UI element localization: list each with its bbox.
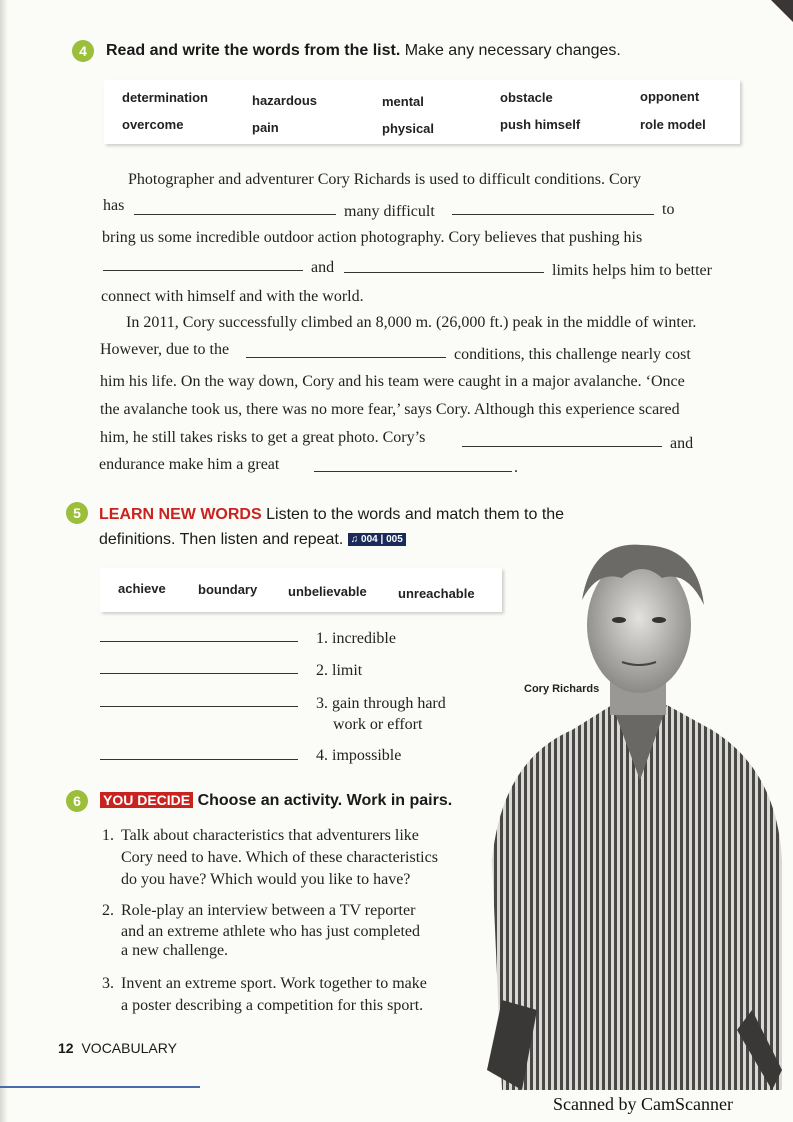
photo-caption: Cory Richards	[524, 683, 600, 695]
definition-item-cont: work or effort	[333, 716, 423, 733]
text-line: many difficult	[344, 203, 435, 220]
activity-line: a poster describing a competition for this sport.	[121, 997, 424, 1014]
exercise-6-heading	[100, 792, 452, 810]
answer-blank[interactable]	[103, 270, 303, 271]
definition-item: 4. impossible	[316, 747, 402, 764]
exercise-6-number: 6	[66, 790, 88, 812]
text-line: endurance make him a great	[99, 456, 280, 473]
answer-blank[interactable]	[246, 357, 446, 358]
audio-track-2: 005	[386, 534, 403, 546]
exercise-4-title: Read and write the words from the list.	[106, 42, 401, 59]
text-line: In 2011, Cory successfully climbed an 8,000 m. (26,000 ft.) peak in the middle of winter.	[126, 314, 697, 331]
word-item: unbelievable	[288, 584, 367, 599]
word-item: mental	[382, 94, 424, 109]
activity-line: a new challenge.	[121, 942, 229, 959]
word-item: determination	[122, 90, 208, 105]
activity-line: Talk about characteristics that adventurers like	[121, 827, 419, 844]
word-item: push himself	[500, 117, 581, 132]
definition-item: 2. limit	[316, 662, 363, 679]
page-edge	[0, 0, 8, 1122]
activity-line: and an extreme athlete who has just completed	[121, 923, 421, 940]
answer-blank[interactable]	[462, 446, 662, 447]
exercise-4-number: 4	[72, 40, 94, 62]
text-line: connect with himself and with the world.	[101, 288, 364, 305]
activity-line: Invent an extreme sport. Work together to make	[121, 975, 427, 992]
activity-number: 2.	[102, 902, 114, 919]
exercise-4-heading	[106, 42, 621, 60]
text-line: to	[662, 201, 675, 218]
activity-line: Cory need to have. Which of these characteristics	[121, 849, 438, 866]
exercise-6-title: Choose an activity. Work in pairs.	[197, 792, 453, 809]
word-item: pain	[252, 120, 279, 135]
answer-blank[interactable]	[134, 214, 336, 215]
text-line: conditions, this challenge nearly cost	[454, 346, 691, 363]
word-item: boundary	[198, 582, 258, 597]
page-number: 12	[58, 1040, 74, 1056]
word-item: role model	[640, 117, 706, 132]
word-item: opponent	[640, 89, 700, 104]
activity-number: 1.	[102, 827, 114, 844]
match-blank[interactable]	[100, 759, 298, 760]
definition-item: 1. incredible	[316, 630, 396, 647]
exercise-4-instruction: Make any necessary changes.	[404, 42, 621, 59]
text-line: .	[514, 459, 518, 476]
activity-number: 3.	[102, 975, 114, 992]
text-line: him, he still takes risks to get a great photo. Cory’s	[100, 429, 426, 446]
exercise-5-number: 5	[66, 502, 88, 524]
text-line: and	[670, 435, 694, 452]
page-corner	[771, 0, 793, 22]
text-line: has	[103, 197, 125, 214]
word-item: hazardous	[252, 93, 318, 108]
text-line: limits helps him to better	[552, 262, 712, 279]
audio-track-1: 004	[361, 534, 378, 546]
answer-blank[interactable]	[452, 214, 654, 215]
word-item: achieve	[118, 581, 166, 596]
word-item: unreachable	[398, 586, 475, 601]
text-line: Photographer and adventurer Cory Richards is used to difficult conditions. Cory	[128, 171, 641, 188]
word-item: overcome	[122, 117, 184, 132]
exercise-5-heading-line2	[99, 531, 406, 549]
exercise-5-instruction: Listen to the words and match them to the	[266, 506, 565, 523]
match-blank[interactable]	[100, 706, 298, 707]
text-line: the avalanche took us, there was no more fear,’ says Cory. Although this experience scared	[100, 401, 680, 418]
scanner-watermark: Scanned by CamScanner	[553, 1094, 733, 1114]
exercise-5-instruction-2: definitions. Then listen and repeat.	[99, 531, 344, 548]
you-decide-badge: YOU DECIDE	[100, 792, 193, 808]
audio-track-button[interactable]: ♫ 004 | 005	[348, 533, 406, 546]
match-blank[interactable]	[100, 641, 298, 642]
section-label: VOCABULARY	[81, 1040, 177, 1056]
cory-richards-photo	[482, 530, 782, 1090]
text-line: him his life. On the way down, Cory and his team were caught in a major avalanche. ‘Once	[100, 373, 685, 390]
match-blank[interactable]	[100, 673, 298, 674]
activity-line: Role-play an interview between a TV reporter	[121, 902, 416, 919]
activity-line: do you have? Which would you like to have?	[121, 871, 411, 888]
word-item: physical	[382, 121, 435, 136]
page-bottom-rule	[0, 1086, 200, 1088]
answer-blank[interactable]	[314, 471, 512, 472]
text-line: However, due to the	[100, 341, 230, 358]
learn-new-words-label: LEARN NEW WORDS	[99, 506, 262, 523]
text-line: and	[311, 259, 335, 276]
exercise-5-heading	[99, 506, 564, 524]
definition-item: 3. gain through hard	[316, 695, 446, 712]
new-words-box	[100, 568, 502, 612]
word-item: obstacle	[500, 90, 553, 105]
page-footer	[58, 1040, 177, 1056]
word-list-box	[104, 80, 740, 144]
answer-blank[interactable]	[344, 272, 544, 273]
text-line: bring us some incredible outdoor action photography. Cory believes that pushing his	[102, 229, 643, 246]
